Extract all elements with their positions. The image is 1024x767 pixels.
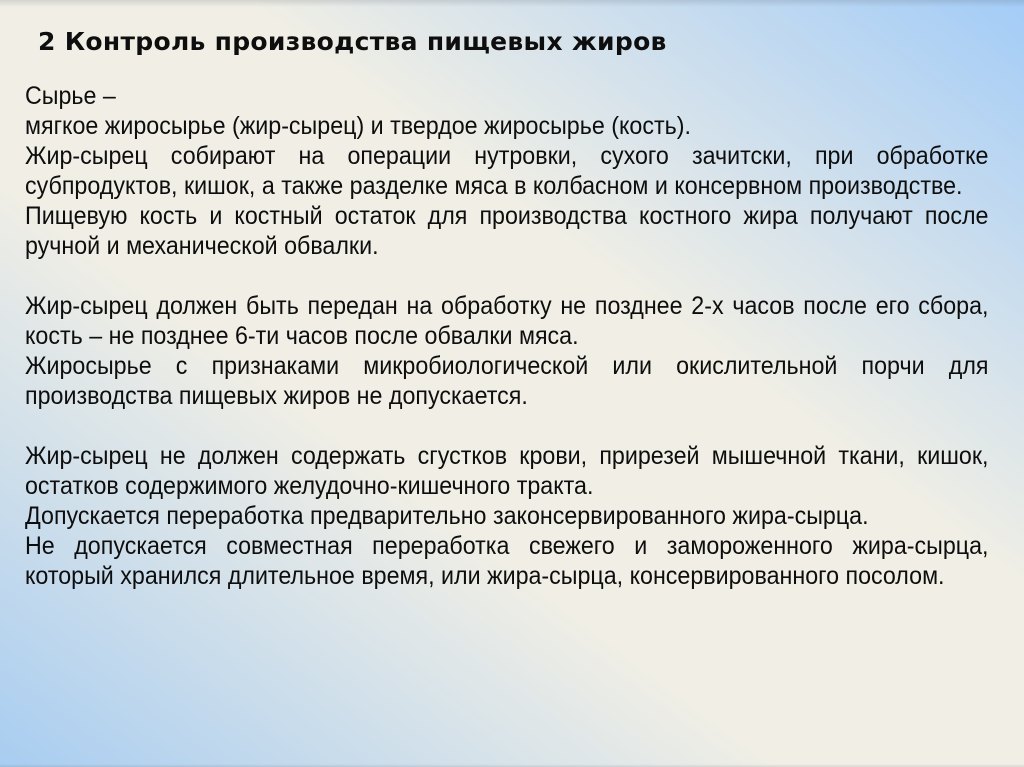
paragraph-block-content-requirements — [25, 441, 988, 591]
paragraph: Жиросырье с признаками микробиологической или окислительной порчи для производства пищевых жиров не допускается. — [25, 352, 989, 410]
paragraph-block-timing-requirements — [25, 291, 988, 411]
paragraph: Допускается переработка предварительно законсервированного жира-сырца. — [25, 502, 869, 530]
top-edge-shading — [0, 0, 1024, 7]
paragraph: мягкое жиросырье (жир-сырец) и твердое жиросырье (кость). — [25, 112, 691, 140]
paragraph-block-raw-materials — [25, 81, 988, 261]
paragraph: Сырье – — [25, 82, 116, 110]
slide-body-text — [25, 81, 988, 591]
paragraph: Не допускается совместная переработка свежего и замороженного жира-сырца, который хранился длительное время, или жира-сырца, консервированного посолом. — [25, 532, 989, 590]
paragraph: Пищевую кость и костный остаток для производства костного жира получают после ручной и механической обвалки. — [25, 202, 989, 260]
paragraph: Жир-сырец не должен содержать сгустков крови, прирезей мышечной ткани, кишок, остатков содержимого желудочно-кишечного тракта. — [25, 442, 989, 500]
slide-title: 2 Контроль производства пищевых жиров — [38, 27, 667, 56]
paragraph: Жир-сырец должен быть передан на обработку не позднее 2-х часов после его сбора, кость – не позднее 6-ти часов после обвалки мяса. — [25, 292, 989, 350]
paragraph: Жир-сырец собирают на операции нутровки, сухого зачитски, при обработке субпродуктов, кишок, а также разделке мяса в колбасном и консервном производстве. — [25, 142, 989, 200]
